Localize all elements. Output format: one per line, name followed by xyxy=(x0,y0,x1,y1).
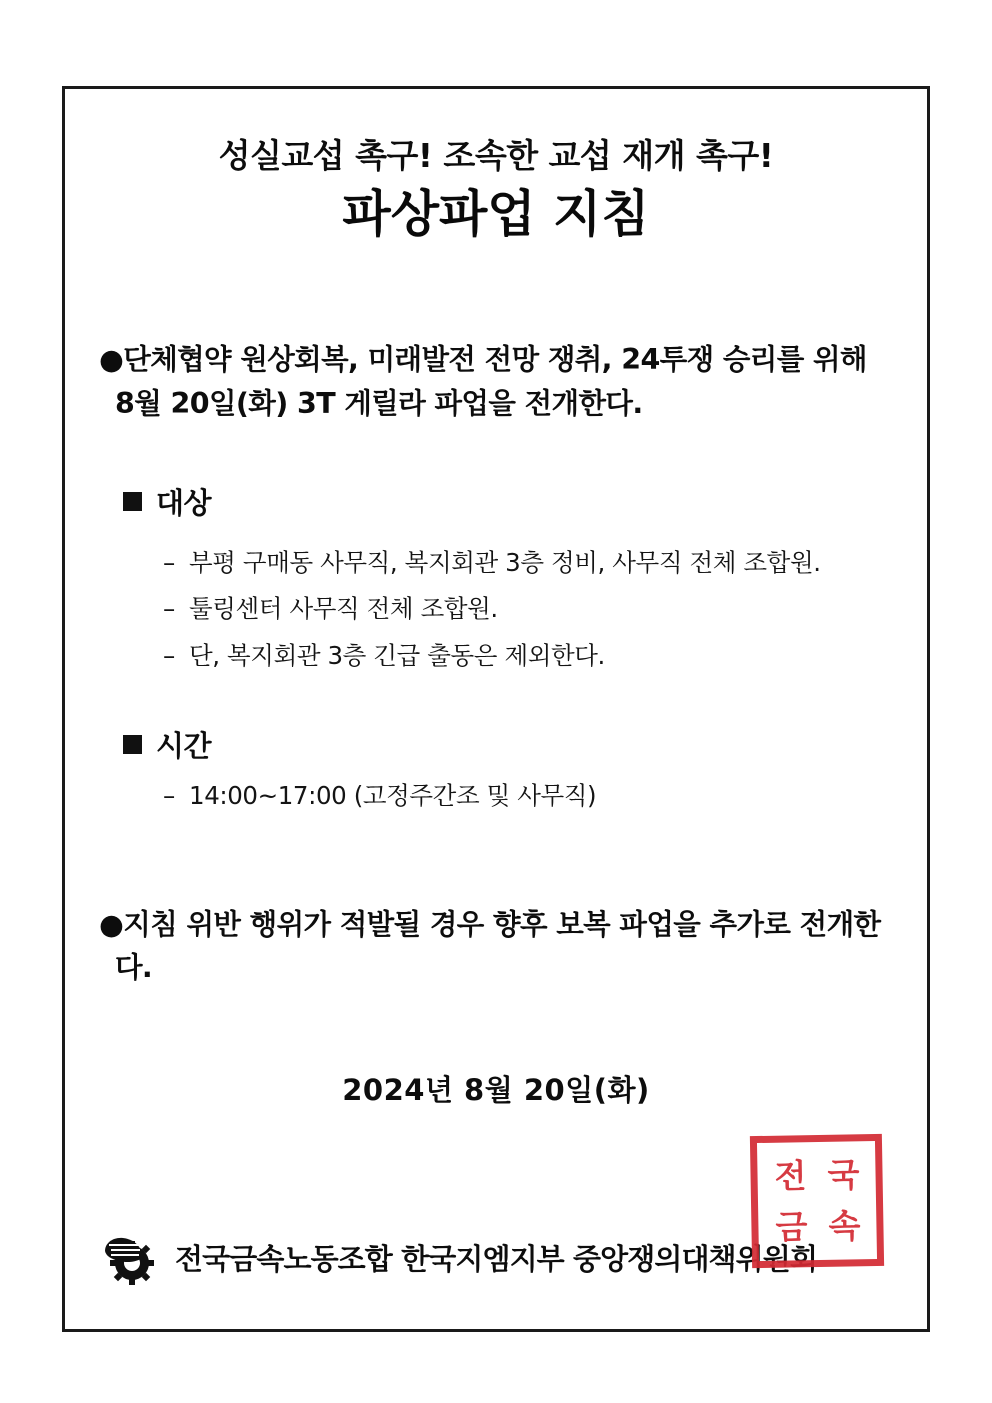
section-time-items xyxy=(123,773,893,820)
list-item xyxy=(163,586,893,633)
section-target xyxy=(99,481,893,680)
section-target-heading-label: 대상 xyxy=(156,485,212,520)
list-item-text: 단, 복지회관 3층 긴급 출동은 제외한다. xyxy=(189,640,605,670)
official-seal-stamp xyxy=(750,1134,884,1268)
square-bullet-icon xyxy=(123,735,142,754)
dash-marker: – xyxy=(163,640,175,670)
list-item-text: 부평 구매동 사무직, 복지회관 3층 정비, 사무직 전체 조합원. xyxy=(189,547,821,577)
poster-title: 파상파업 지침 xyxy=(342,185,650,244)
list-item xyxy=(163,773,893,820)
dash-marker: – xyxy=(163,780,175,810)
poster-date: 2024년 8월 20일(화) xyxy=(342,1072,650,1107)
list-item xyxy=(163,633,893,680)
square-bullet-icon xyxy=(123,492,142,511)
section-target-items xyxy=(123,540,893,680)
poster-content xyxy=(65,89,927,1329)
union-emblem-icon xyxy=(99,1229,161,1285)
seal-char: 속 xyxy=(828,1206,860,1246)
poster-sheet xyxy=(62,86,930,1332)
organization-name: 전국금속노동조합 한국지엠지부 중앙쟁의대책위원회 xyxy=(175,1241,818,1276)
list-item xyxy=(163,540,893,587)
dash-marker: – xyxy=(163,547,175,577)
seal-char: 국 xyxy=(827,1155,859,1195)
section-time-heading-label: 시간 xyxy=(156,728,212,763)
lead-paragraph: ●단체협약 원상회복, 미래발전 전망 쟁취, 24투쟁 승리를 위해 8월 20일(화) 3T 게릴라 파업을 전개한다. xyxy=(99,343,867,420)
dash-marker: – xyxy=(163,594,175,624)
section-time-heading xyxy=(123,724,893,765)
section-target-heading xyxy=(123,481,893,522)
section-time xyxy=(99,724,893,820)
seal-char: 전 xyxy=(774,1156,806,1196)
list-item-text: 툴링센터 사무직 전체 조합원. xyxy=(189,594,498,624)
poster-headline: 성실교섭 촉구! 조속한 교섭 재개 촉구! xyxy=(218,136,774,175)
list-item-text: 14:00~17:00 (고정주간조 및 사무직) xyxy=(189,780,597,810)
seal-char: 금 xyxy=(775,1207,807,1247)
warning-paragraph: ●지침 위반 행위가 적발될 경우 향후 보복 파업을 추가로 전개한다. xyxy=(99,908,881,985)
